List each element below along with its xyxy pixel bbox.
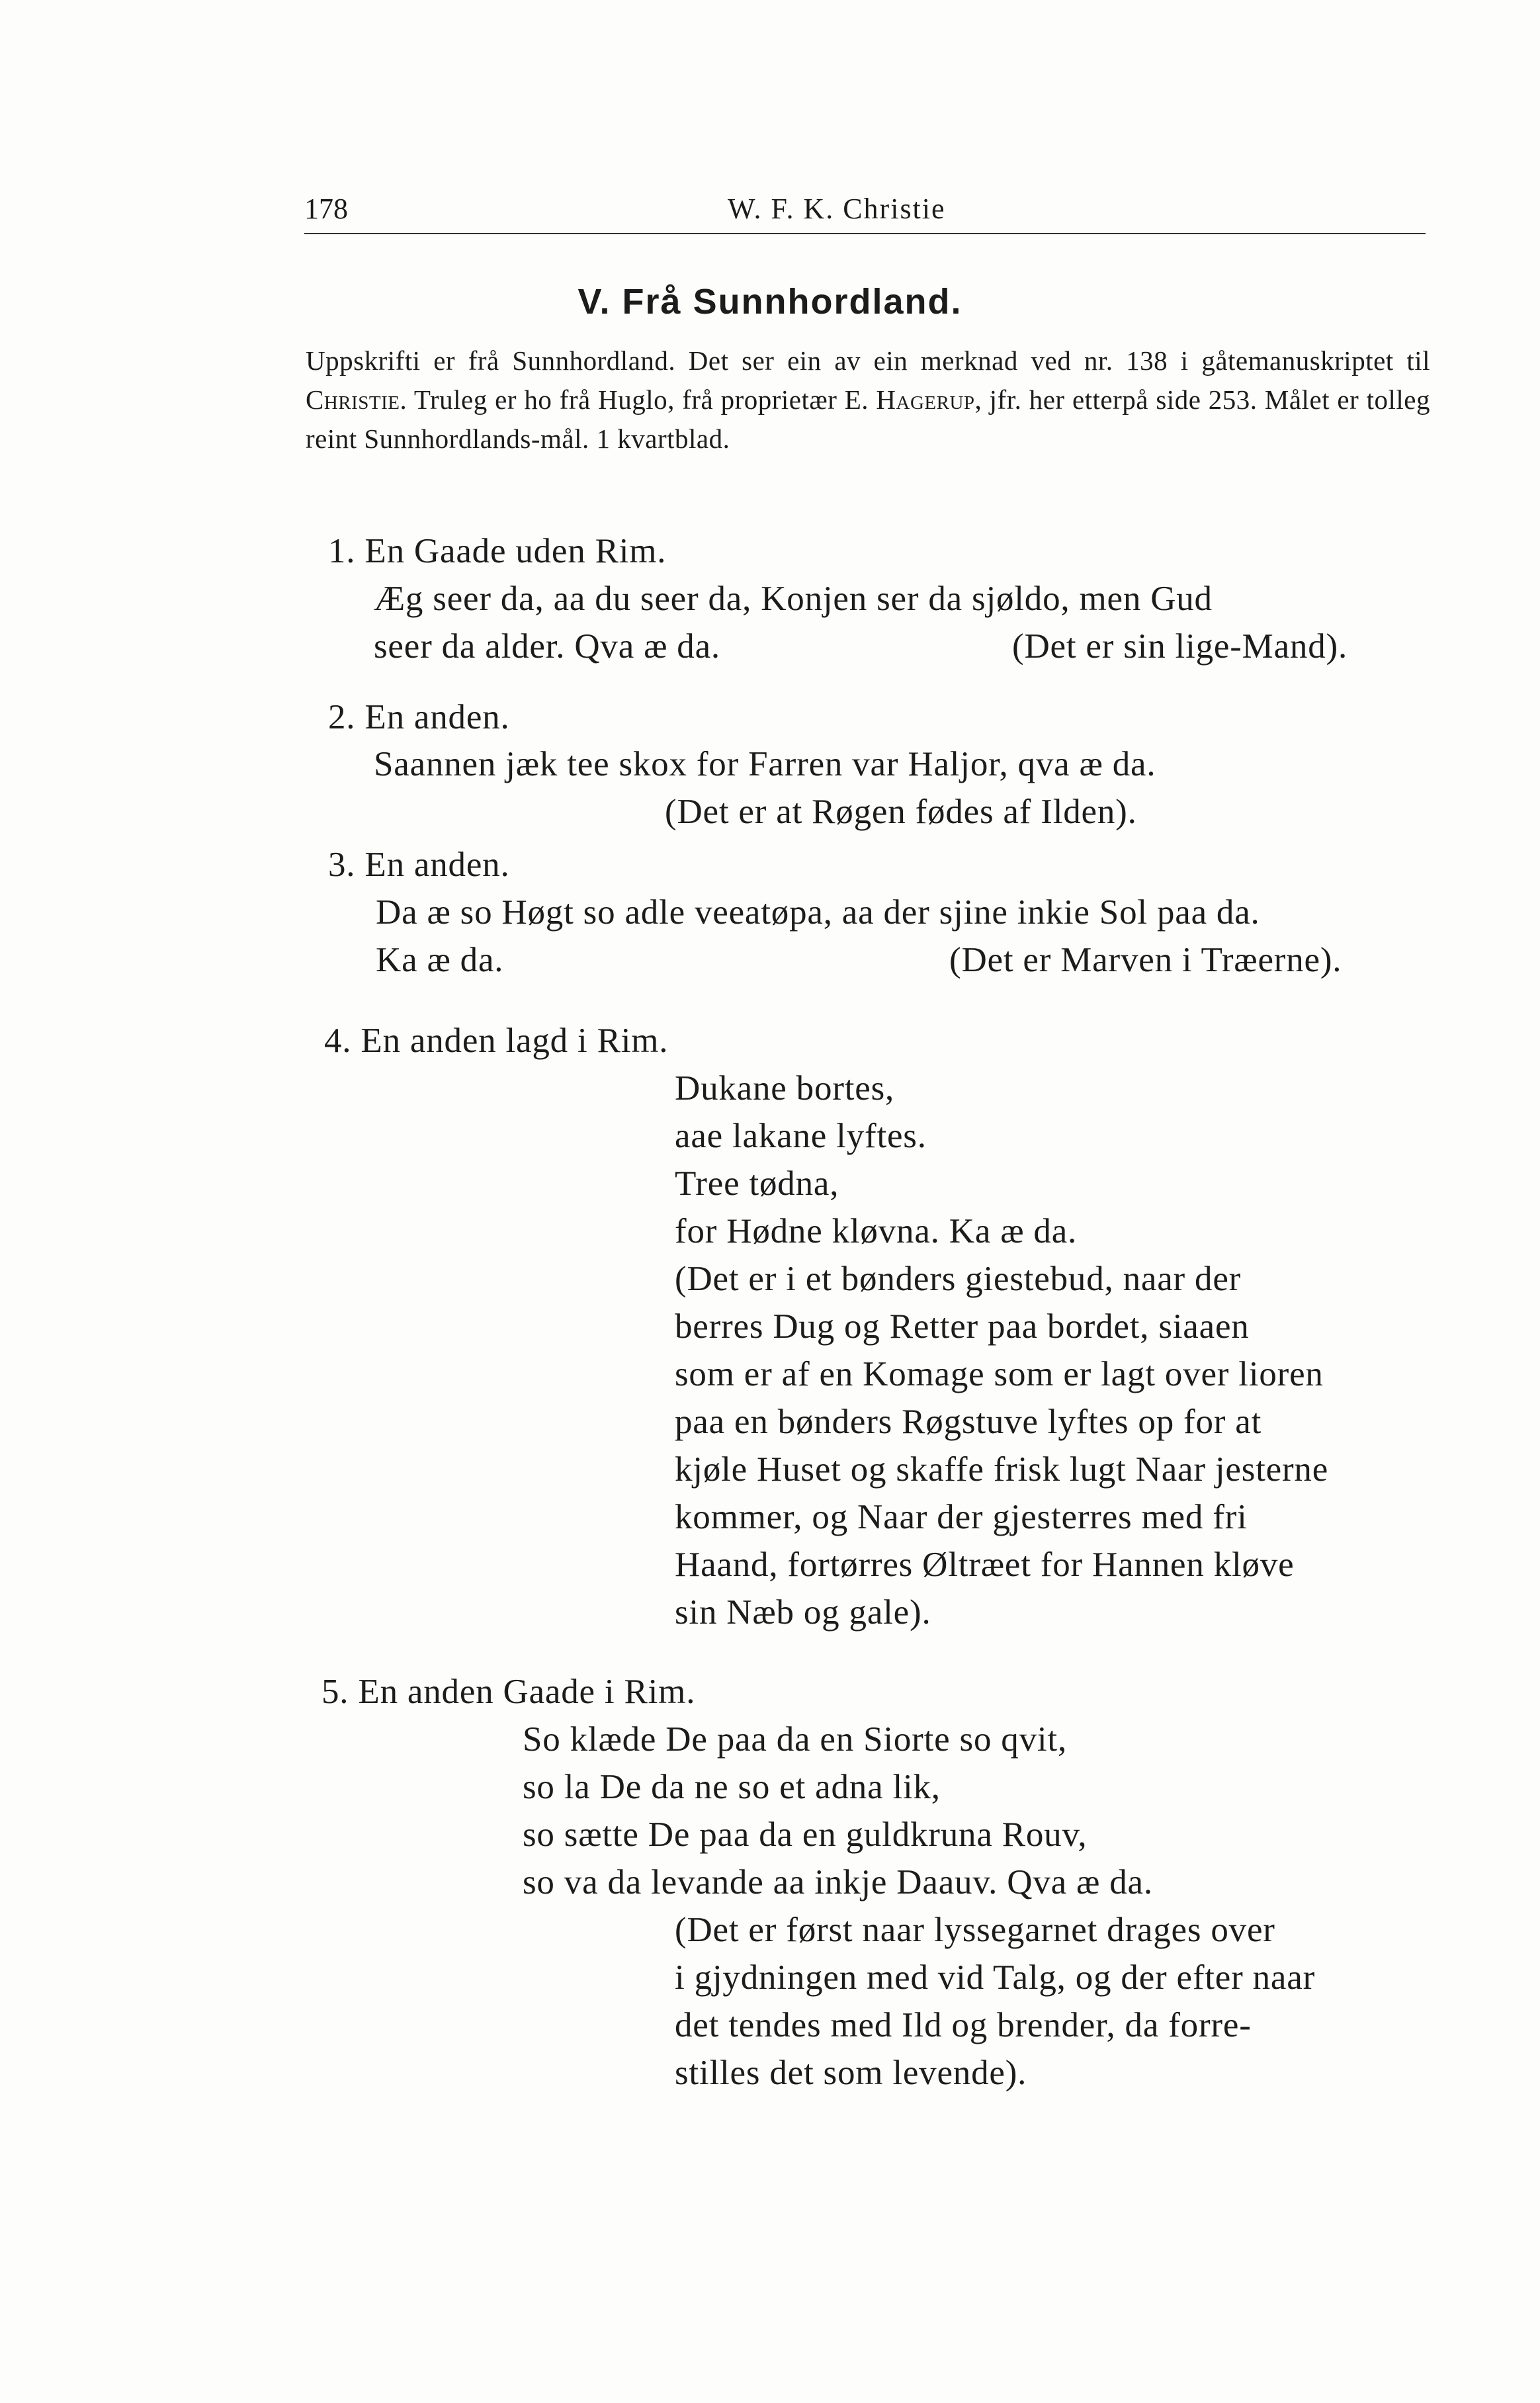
intro-paragraph	[306, 341, 1430, 459]
intro-text-1: Uppskrifti er frå Sunnhordland. Det ser ein av ein merknad ved nr. 138 i gåtemanuskriptet til	[306, 345, 1430, 376]
running-head: W. F. K. Christie	[728, 193, 946, 225]
riddle-4-line: Tree tødna,	[675, 1164, 839, 1203]
riddle-5-answer-line: (Det er først naar lyssegarnet drages over	[675, 1911, 1275, 1949]
riddle-4-line: kjøle Huset og skaffe frisk lugt Naar jesterne	[675, 1450, 1329, 1489]
riddle-5-heading: 5. En anden Gaade i Rim.	[321, 1673, 696, 1711]
riddle-5-line: So klæde De paa da en Siorte so qvit,	[523, 1720, 1067, 1759]
riddle-1-line-1: Æg seer da, aa du seer da, Konjen ser da sjøldo, men Gud	[374, 580, 1213, 618]
riddle-4-line: Haand, fortørres Øltræet for Hannen kløve	[675, 1546, 1295, 1584]
riddle-5-line: so sætte De paa da en guldkruna Rouv,	[523, 1815, 1088, 1854]
riddle-4-line: paa en bønders Røgstuve lyftes op for at	[675, 1403, 1262, 1441]
riddle-4-line: som er af en Komage som er lagt over lioren	[675, 1355, 1324, 1393]
header-rule	[304, 233, 1426, 234]
riddle-4-line: for Hødne kløvna. Ka æ da.	[675, 1212, 1078, 1250]
riddle-4-line: kommer, og Naar der gjesterres med fri	[675, 1498, 1248, 1536]
riddle-3-answer: (Det er Marven i Træerne).	[949, 941, 1342, 979]
riddle-2-answer: (Det er at Røgen fødes af Ilden).	[665, 793, 1137, 831]
riddle-1-heading: 1. En Gaade uden Rim.	[328, 532, 667, 570]
intro-text-3: , jfr. her etterpå side 253. Målet er tolleg reint Sunnhordlands-mål. 1 kvartblad.	[306, 384, 1430, 454]
intro-name-hagerup: Hagerup	[876, 384, 975, 415]
riddle-2-heading: 2. En anden.	[328, 698, 510, 736]
intro-text-2: . Truleg er ho frå Huglo, frå proprietær E.	[400, 384, 877, 415]
riddle-3-line-2: Ka æ da.	[376, 941, 504, 979]
riddle-4-heading: 4. En anden lagd i Rim.	[324, 1022, 669, 1060]
riddle-4-line: aae lakane lyftes.	[675, 1117, 927, 1155]
riddle-4-line: Dukane bortes,	[675, 1069, 895, 1108]
riddle-1-answer: (Det er sin lige-Mand).	[1012, 627, 1348, 666]
page-header	[304, 192, 1426, 238]
intro-name-christie: Christie	[306, 384, 400, 415]
riddle-4-line: berres Dug og Retter paa bordet, siaaen	[675, 1307, 1250, 1346]
riddle-5-answer-line: i gjydningen med vid Talg, og der efter naar	[675, 1958, 1316, 1997]
riddle-4-line: (Det er i et bønders giestebud, naar der	[675, 1260, 1242, 1298]
riddle-1-line-2: seer da alder. Qva æ da.	[374, 627, 720, 666]
riddle-2-line-1: Saannen jæk tee skox for Farren var Haljor, qva æ da.	[374, 745, 1156, 783]
riddle-3-heading: 3. En anden.	[328, 846, 510, 884]
page-number: 178	[304, 193, 348, 225]
riddle-4-line: sin Næb og gale).	[675, 1593, 931, 1632]
riddle-5-answer-line: stilles det som levende).	[675, 2054, 1027, 2092]
riddle-5-answer-line: det tendes med Ild og brender, da forre-	[675, 2006, 1252, 2044]
section-title: V. Frå Sunnhordland.	[578, 282, 962, 322]
riddle-5-line: so la De da ne so et adna lik,	[523, 1768, 941, 1806]
riddle-5-line: so va da levande aa inkje Daauv. Qva æ da.	[523, 1863, 1153, 1901]
riddle-3-line-1: Da æ so Høgt so adle veeatøpa, aa der sjine inkie Sol paa da.	[376, 893, 1260, 932]
